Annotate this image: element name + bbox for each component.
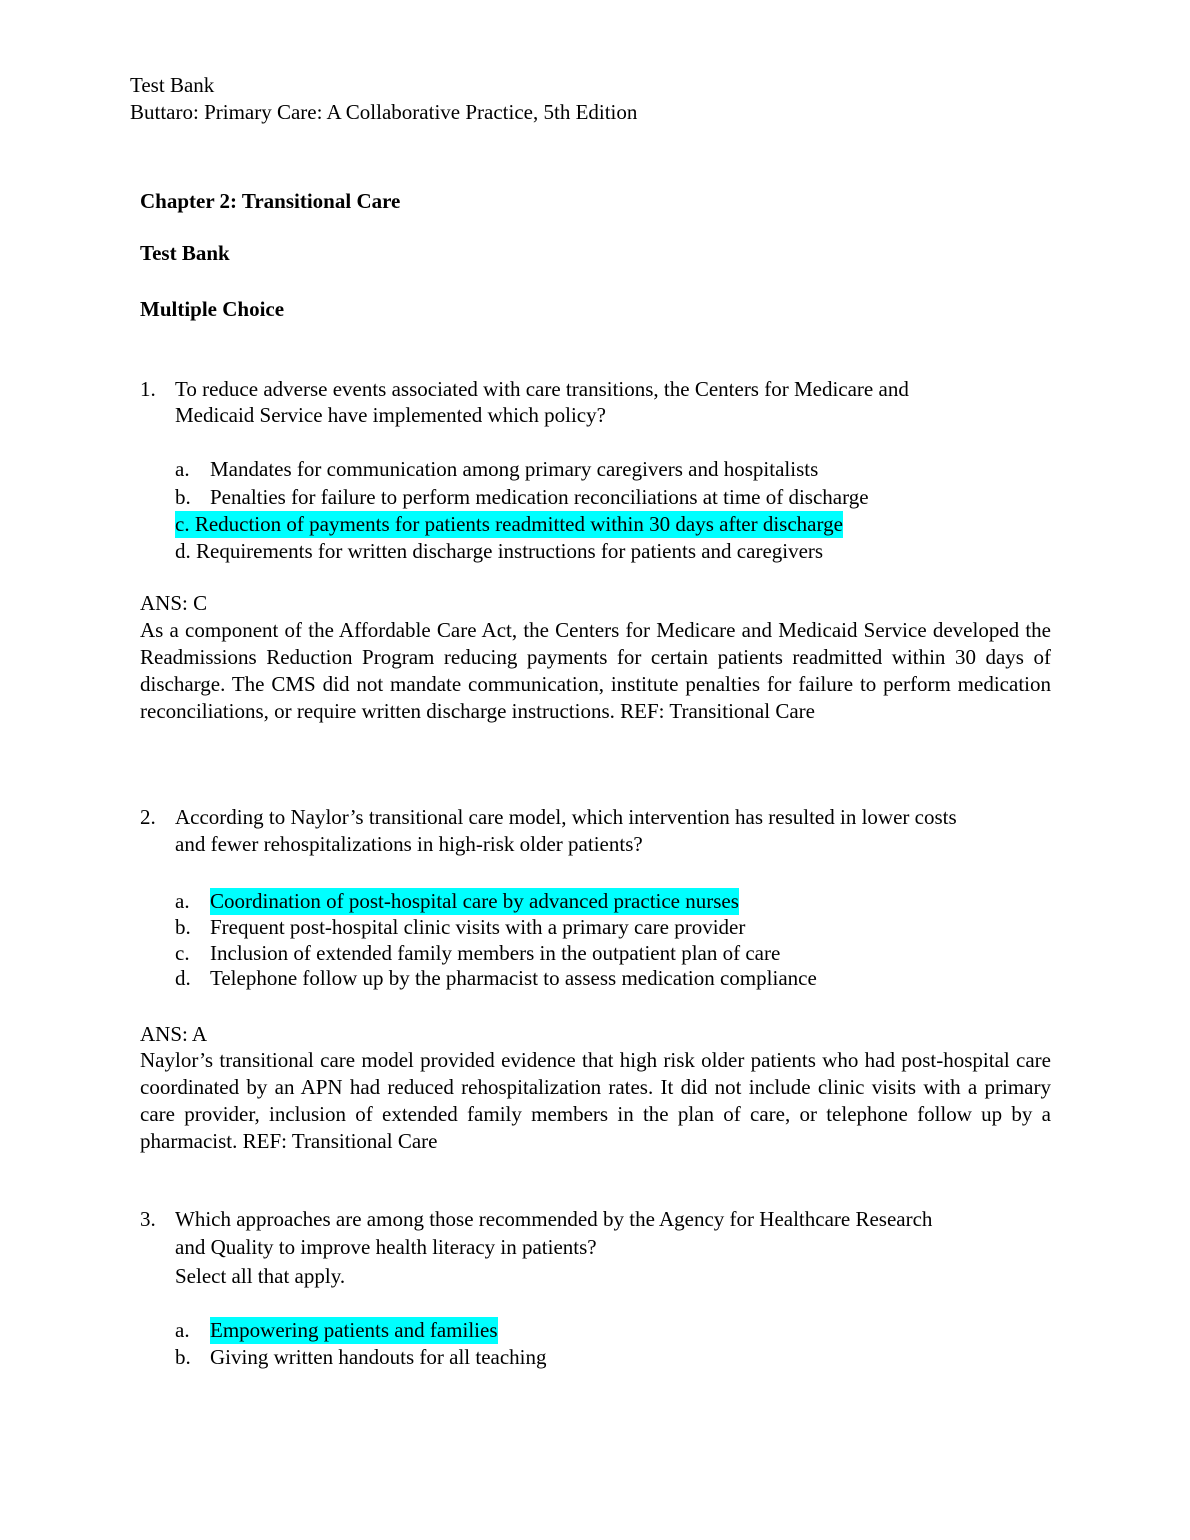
document-header-line1: Test Bank bbox=[130, 73, 215, 97]
option-letter: a. bbox=[175, 457, 190, 481]
option-a-correct bbox=[175, 1317, 498, 1344]
option-d bbox=[175, 538, 823, 565]
option-letter: b. bbox=[175, 1345, 191, 1369]
option-b bbox=[175, 1344, 547, 1371]
answer-rationale: As a component of the Affordable Care Act, the Centers for Medicare and Medicaid Service developed the Readmissions Reduction Program reducing payments for certain patients readmitted within 30 days of discharge. The CMS did not mandate communication, institute penalties for failure to perform medication reconciliations, or require written discharge instructions. REF: Transitional Care bbox=[140, 618, 1051, 723]
question-text-line: and fewer rehospitalizations in high-risk older patients? bbox=[175, 832, 643, 856]
option-text: Requirements for written discharge instructions for patients and caregivers bbox=[196, 539, 824, 563]
option-c bbox=[175, 940, 781, 967]
option-letter: b. bbox=[175, 485, 191, 509]
option-a-correct bbox=[175, 888, 739, 915]
document-header-line2: Buttaro: Primary Care: A Collaborative Practice, 5th Edition bbox=[130, 100, 638, 124]
chapter-title: Chapter 2: Transitional Care bbox=[140, 189, 401, 213]
question-number: 1. bbox=[140, 377, 156, 401]
option-letter: b. bbox=[175, 915, 191, 939]
question-number: 2. bbox=[140, 805, 156, 829]
question-text-line: To reduce adverse events associated with care transitions, the Centers for Medicare and bbox=[175, 377, 909, 401]
option-text: Mandates for communication among primary caregivers and hospitalists bbox=[210, 457, 819, 481]
option-text: Telephone follow up by the pharmacist to assess medication compliance bbox=[210, 966, 817, 990]
option-a bbox=[175, 456, 819, 483]
option-letter: c. bbox=[175, 941, 190, 965]
answer-key: ANS: C bbox=[140, 591, 208, 615]
answer-rationale: Naylor’s transitional care model provided evidence that high risk older patients who had post-hospital care coordinated by an APN had reduced rehospitalization rates. It did not include clinic visits with a primary care provider, inclusion of extended family members in the plan of care, or telephone follow up by a pharmacist. REF: Transitional Care bbox=[140, 1048, 1051, 1153]
question-number: 3. bbox=[140, 1207, 156, 1231]
option-text: Coordination of post-hospital care by advanced practice nurses bbox=[210, 889, 739, 913]
option-text: Inclusion of extended family members in the outpatient plan of care bbox=[210, 941, 781, 965]
option-text: Penalties for failure to perform medication reconciliations at time of discharge bbox=[210, 485, 869, 509]
question-text-line: According to Naylor’s transitional care model, which intervention has resulted in lower costs bbox=[175, 805, 957, 829]
option-letter: d. bbox=[175, 966, 191, 990]
option-b bbox=[175, 484, 869, 511]
option-text: Frequent post-hospital clinic visits with a primary care provider bbox=[210, 915, 746, 939]
option-letter: c. bbox=[175, 512, 190, 536]
option-letter: d. bbox=[175, 539, 191, 563]
question-text-line: and Quality to improve health literacy in patients? bbox=[175, 1235, 597, 1259]
option-letter: a. bbox=[175, 889, 190, 913]
chapter-subtitle: Test Bank bbox=[140, 241, 230, 265]
option-b bbox=[175, 914, 746, 941]
option-text: Empowering patients and families bbox=[210, 1318, 498, 1342]
option-text: Giving written handouts for all teaching bbox=[210, 1345, 547, 1369]
question-instruction: Select all that apply. bbox=[175, 1264, 346, 1288]
section-heading: Multiple Choice bbox=[140, 297, 285, 321]
answer-key: ANS: A bbox=[140, 1022, 208, 1046]
question-text-line: Medicaid Service have implemented which policy? bbox=[175, 403, 606, 427]
option-text: Reduction of payments for patients readmitted within 30 days after discharge bbox=[194, 512, 843, 536]
option-d bbox=[175, 965, 817, 992]
option-letter: a. bbox=[175, 1318, 190, 1342]
question-text-line: Which approaches are among those recommended by the Agency for Healthcare Research bbox=[175, 1207, 933, 1231]
option-c-correct bbox=[175, 511, 843, 538]
